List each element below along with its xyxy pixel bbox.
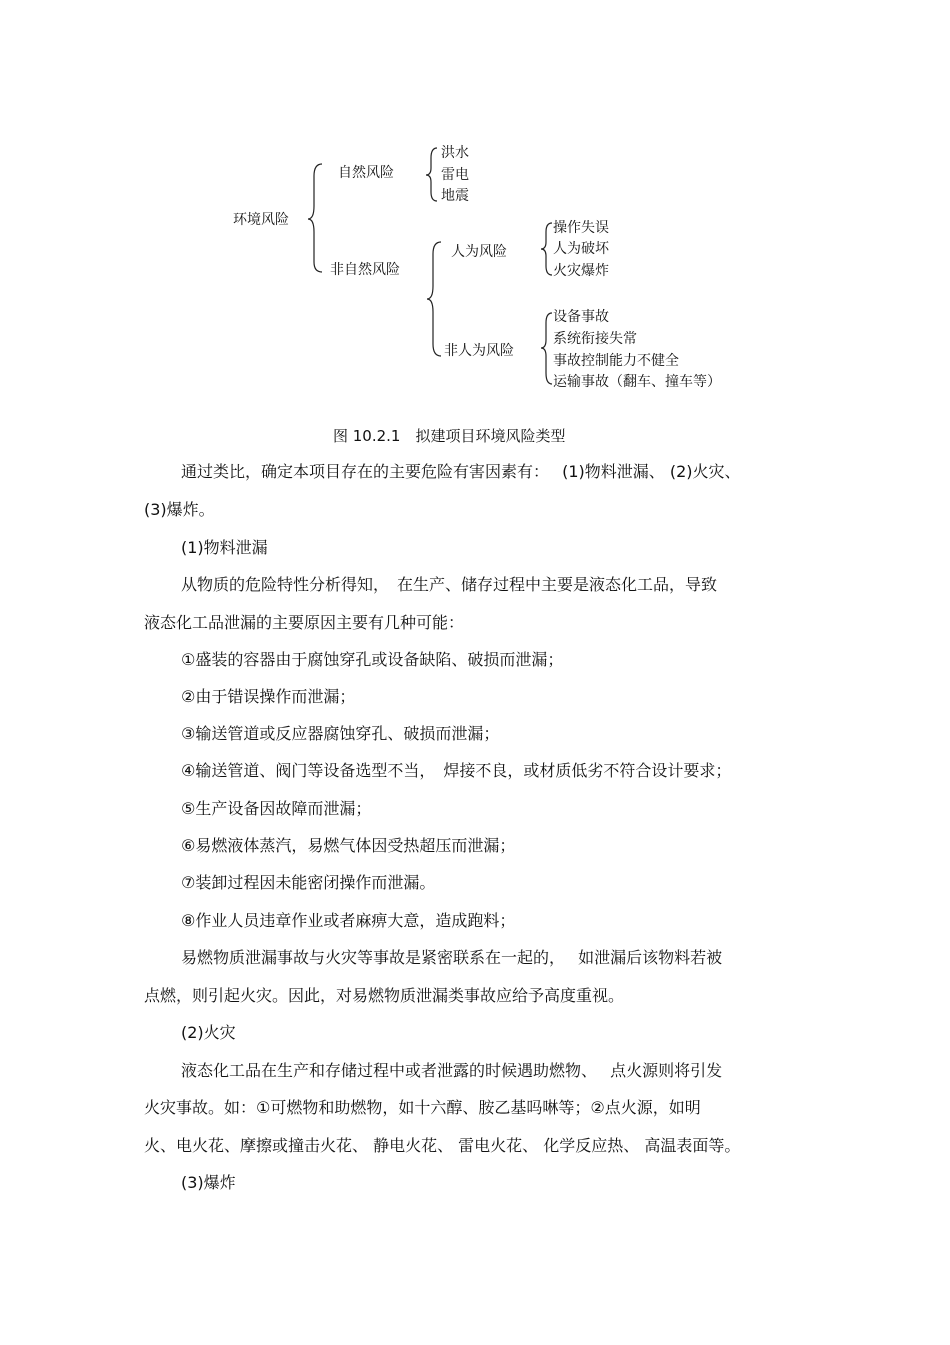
human-item: 火灾爆炸: [553, 263, 609, 279]
s2-paragraph-line: 火灾事故。如：①可燃物和助燃物，如十六醇、胺乙基吗啉等；②点火源，如明: [144, 1098, 701, 1117]
non-human-brace: [541, 313, 552, 384]
section-1-title: (1)物料泄漏: [181, 538, 268, 557]
s1-closing-line: 点燃，则引起火灾。因此，对易燃物质泄漏类事故应给予高度重视。: [144, 986, 625, 1005]
human-item: 操作失误: [553, 220, 609, 236]
natural-item: 地震: [441, 188, 469, 204]
diagram-root: 环境风险: [233, 212, 289, 228]
s2-paragraph-line: 火、电火花、摩擦或撞击火花、 静电火花、 雷电火花、 化学反应热、 高温表面等。: [144, 1136, 741, 1155]
human-brace: [541, 223, 552, 275]
section-2-title: (2)火灾: [181, 1023, 236, 1042]
root-brace: [308, 164, 322, 272]
s1-paragraph-line: 液态化工品泄漏的主要原因主要有几种可能：: [144, 613, 465, 632]
human-risk-label: 人为风险: [451, 244, 507, 260]
intro-line-1: 通过类比，确定本项目存在的主要危险有害因素有： (1)物料泄漏、 (2)火灾、: [181, 462, 741, 481]
figure-caption: 图 10.2.1 拟建项目环境风险类型: [333, 427, 566, 445]
non-natural-brace: [427, 242, 441, 356]
non-human-item: 事故控制能力不健全: [553, 353, 679, 369]
s1-paragraph-line: 从物质的危险特性分析得知， 在生产、储存过程中主要是液态化工品，导致: [181, 575, 718, 594]
human-item: 人为破坏: [553, 241, 609, 257]
natural-item: 雷电: [441, 167, 469, 183]
s2-paragraph-line: 液态化工品在生产和存储过程中或者泄露的时候遇助燃物、 点火源则将引发: [181, 1061, 723, 1080]
intro-line-2: (3)爆炸。: [144, 500, 215, 519]
natural-risk-label: 自然风险: [338, 165, 394, 181]
non-human-item: 运输事故（翻车、撞车等）: [553, 374, 721, 390]
non-human-item: 设备事故: [553, 309, 609, 325]
reason-item: ②由于错误操作而泄漏；: [181, 687, 356, 706]
reason-item: ⑥易燃液体蒸汽，易燃气体因受热超压而泄漏；: [181, 836, 516, 855]
reason-item: ①盛装的容器由于腐蚀穿孔或设备缺陷、破损而泄漏；: [181, 650, 564, 669]
s1-closing-line: 易燃物质泄漏事故与火灾等事故是紧密联系在一起的， 如泄漏后该物料若被: [181, 948, 723, 967]
reason-item: ⑦装卸过程因未能密闭操作而泄漏。: [181, 873, 436, 892]
natural-item: 洪水: [441, 145, 469, 161]
natural-brace: [426, 148, 437, 201]
section-3-title: (3)爆炸: [181, 1173, 236, 1192]
reason-item: ④输送管道、阀门等设备选型不当， 焊接不良，或材质低劣不符合设计要求；: [181, 761, 732, 780]
reason-item: ⑤生产设备因故障而泄漏；: [181, 799, 372, 818]
reason-item: ⑧作业人员违章作业或者麻痹大意，造成跑料；: [181, 911, 516, 930]
non-human-risk-label: 非人为风险: [444, 343, 514, 359]
non-natural-risk-label: 非自然风险: [330, 262, 400, 278]
non-human-item: 系统衔接失常: [553, 331, 637, 347]
reason-item: ③输送管道或反应器腐蚀穿孔、破损而泄漏；: [181, 724, 500, 743]
